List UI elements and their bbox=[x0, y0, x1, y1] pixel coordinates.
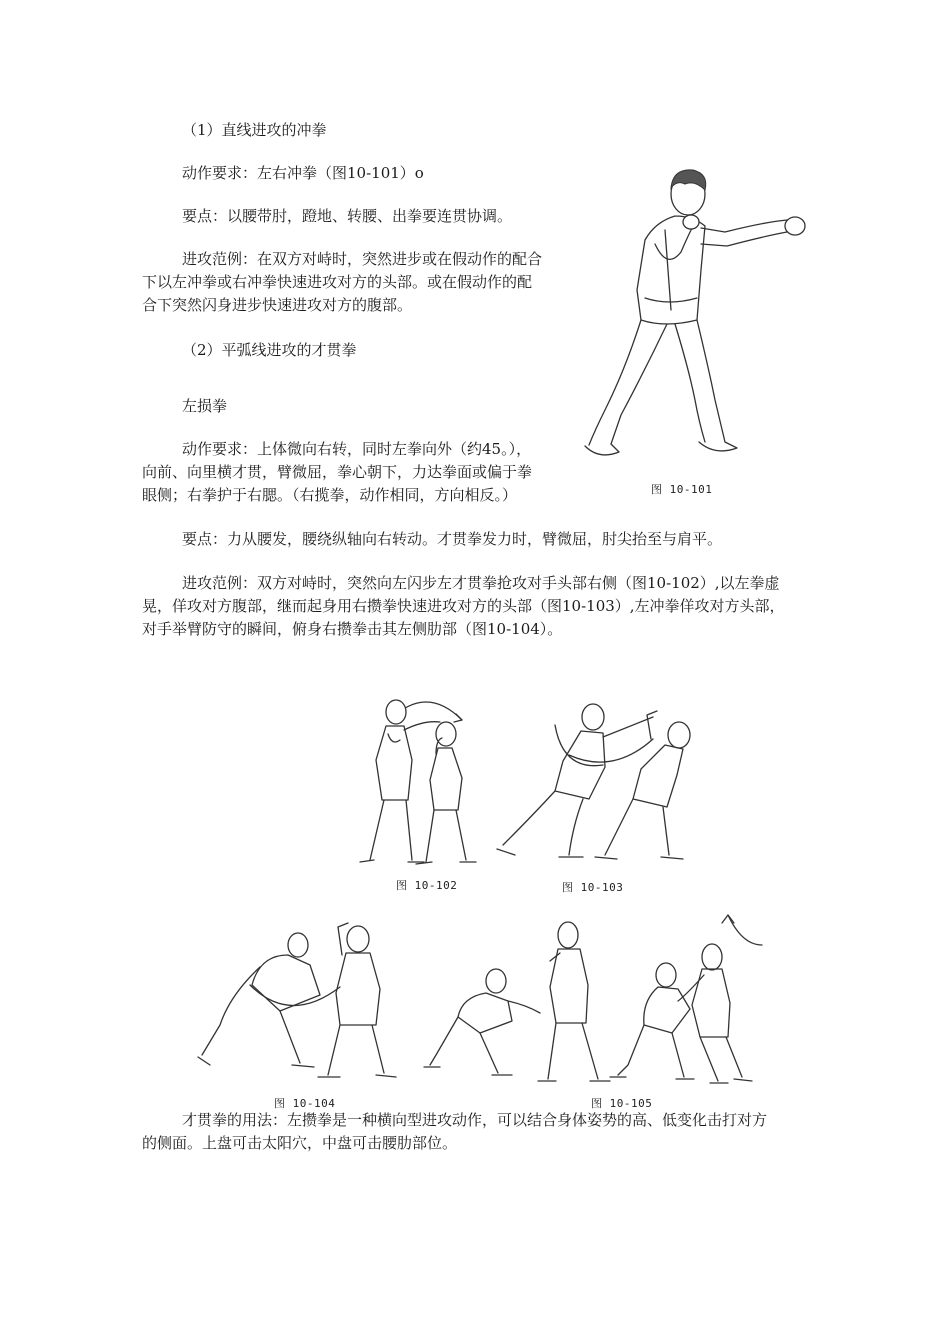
figure-10-103-caption: 图 10-103 bbox=[562, 881, 624, 894]
subheading-left-punch: 左损拳 bbox=[182, 397, 228, 415]
figure-10-104-caption: 图 10-104 bbox=[274, 1097, 336, 1110]
paragraph-example-1-line2: 下以左冲拳或右冲拳快速进攻对方的头部。或在假动作的配 bbox=[142, 273, 533, 291]
figure-10-105-caption: 图 10-105 bbox=[591, 1097, 653, 1110]
paragraph-example-2-line1: 进攻范例：双方对峙时，突然向左闪步左才贯拳抢攻对手头部右侧（图10-102）,以左拳虚 bbox=[182, 574, 780, 592]
paragraph-usage-line2: 的侧面。上盘可击太阳穴，中盘可击腰肋部位。 bbox=[142, 1134, 458, 1152]
paragraph-example-2-line3: 对手举臂防守的瞬间，俯身右攒拳击其左侧肋部（图10-104）。 bbox=[142, 620, 563, 638]
paragraph-usage-line1: 才贯拳的用法：左攒拳是一种横向型进攻动作，可以结合身体姿势的高、低变化击打对方 bbox=[182, 1111, 768, 1129]
figure-10-105-illustration bbox=[422, 905, 797, 1090]
paragraph-keypoint-2: 要点：力从腰发，腰绕纵轴向右转动。才贯拳发力时，臂微屈，肘尖抬至与肩平。 bbox=[182, 530, 723, 548]
paragraph-requirement-2-line1: 动作要求：上体微向右转，同时左拳向外（约45。）， bbox=[182, 440, 532, 458]
figure-10-101-illustration bbox=[575, 160, 835, 470]
figure-10-104-illustration bbox=[190, 915, 400, 1090]
paragraph-requirement-2-line2: 向前、向里横才贯，臂微屈，拳心朝下，力达拳面或偏于拳 bbox=[142, 463, 533, 481]
section-heading-1: （1）直线进攻的冲拳 bbox=[182, 121, 327, 139]
paragraph-example-1-line1: 进攻范例：在双方对峙时，突然进步或在假动作的配合 bbox=[182, 250, 543, 268]
figure-10-102-caption: 图 10-102 bbox=[396, 879, 458, 892]
figure-10-101-caption: 图 10-101 bbox=[651, 483, 713, 496]
figure-10-103-illustration bbox=[493, 695, 703, 870]
paragraph-example-1-line3: 合下突然闪身进步快速进攻对方的腹部。 bbox=[142, 296, 413, 314]
figure-10-102-illustration bbox=[352, 690, 482, 870]
paragraph-requirement-2-line3: 眼侧；右拳护于右腮。（右揽拳，动作相同，方向相反。） bbox=[142, 486, 518, 504]
section-heading-2: （2）平弧线进攻的才贯拳 bbox=[182, 341, 357, 359]
paragraph-example-2-line2: 晃，佯攻对方腹部，继而起身用右攒拳快速进攻对方的头部（图10-103）,左冲拳佯攻对方头部， bbox=[142, 597, 785, 615]
paragraph-requirement-1: 动作要求：左右冲拳（图10-101）o bbox=[182, 164, 424, 182]
paragraph-keypoint-1: 要点：以腰带肘，蹬地、转腰、出拳要连贯协调。 bbox=[182, 207, 513, 225]
